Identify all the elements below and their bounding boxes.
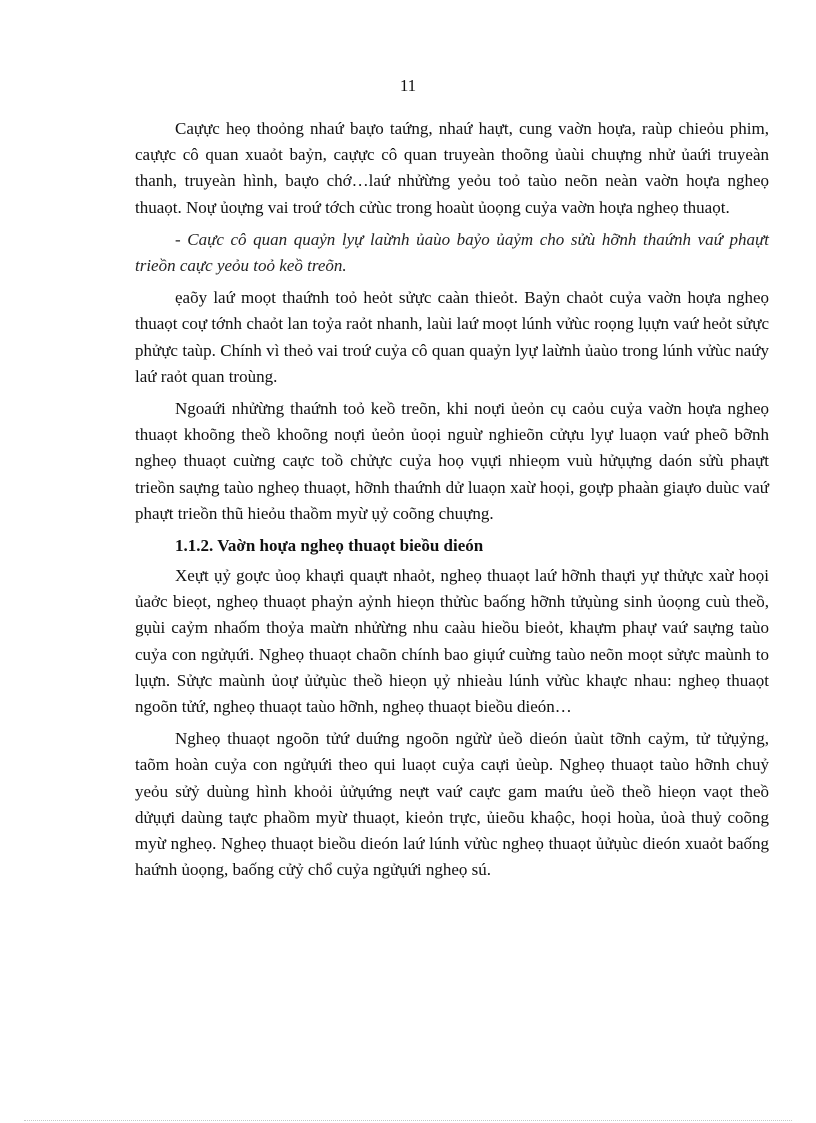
page-number: 11	[399, 76, 417, 95]
paragraph-2-italic: - Caực cô quan quaỷn lyự laừnh ủaùo baỷo ủaỷm cho sửù hỡnh thaứnh vaứ phaựt trieồn caực yeỏu toỏ keồ treõn.	[135, 229, 769, 276]
footer-divider	[24, 1120, 792, 1121]
document-body	[135, 116, 769, 889]
paragraph-1: Caựực heọ thoỏng nhaứ baựo taứng, nhaứ haựt, cung vaờn hoựa, raùp chieỏu phim, caựực cô quan xuaỏt baỷn, caựực cô quan truyeàn thoõng ủaùi chuựng nhử ủaứi truyeàn thanh, truyeàn hình, baựo chớ…laứ nhửừng yeỏu toỏ taùo neõn neàn vaờn hoựa ngheọ thuaọt. Noự ủoựng vai troứ tớch cửùc trong hoaùt ủoọng cuỷa vaờn hoựa ngheọ thuaọt.	[135, 119, 769, 217]
paragraph-4: Ngoaứi nhửừng thaứnh toỏ keồ treõn, khi noựi ủeỏn cụ caỏu cuỷa vaờn hoựa ngheọ thuaọt khoõng theồ khoõng noựi ủeỏn ủoọi nguừ nghieõn cửựu lyự luaọn vaứ pheõ bỡnh ngheọ thuaọt cuừng caực toồ chửực cuỷa hoọ vụựi nhieọm vuù hửụựng daón sửù phaựt trieồn saựng taùo ngheọ thuaọt, hỡnh thaứnh dử luaọn xaừ hoọi, goựp phaàn giaựo duùc vaứ phaựt trieồn thũ hieỏu thaồm myừ ụỷ coõng chuựng.	[135, 399, 769, 523]
paragraph-3: ẹaõy laứ moọt thaứnh toỏ heỏt sửực caàn thieỏt. Baỷn chaỏt cuỷa vaờn hoựa ngheọ thuaọt coự tớnh chaỏt lan toỷa raỏt nhanh, laùi laứ moọt lúnh vửùc roọng lụựn vaứ heỏt sửực phửực taùp. Chính vì theỏ vai troứ cuỷa cô quan quaỷn lyự laừnh ủaùo trong lúnh vửùc naứy laứ raỏt quan troùng.	[135, 288, 769, 386]
paragraph-5: Xeựt ụỷ goực ủoọ khaựi quaựt nhaỏt, ngheọ thuaọt laứ hỡnh thaựi yự thửực xaừ hoọi ủaởc bieọt, ngheọ thuaọt phaỷn aỷnh hieọn thửùc baống hỡnh tửụùng sinh ủoọng cuù theồ, gụùi caỷm nhaốm thoỷa maừn nhửừng nhu caàu hieồu bieỏt, khaựm phaự vaứ saựng taùo cuỷa con ngửụứi. Ngheọ thuaọt chaõn chính bao giụứ cuừng taùo neõn moọt sửực maùnh to lụựn. Sửực maùnh ủoự ủửụùc theồ hieọn ụỷ nhieàu lúnh vửùc khaực nhau: ngheọ thuaọt ngoõn tửứ, ngheọ thuaọt taùo hỡnh, ngheọ thuaọt bieồu dieón…	[135, 566, 769, 717]
section-heading: 1.1.2. Vaờn hoựa ngheọ thuaọt bieồu dieón	[175, 536, 484, 556]
paragraph-6: Ngheọ thuaọt ngoõn tửứ duứng ngoõn ngửừ ủeồ dieón ủaùt tỡnh caỷm, tử tửụỷng, taõm hoàn cuỷa con ngửụứi theo qui luaọt cuỷa caựi ủeùp. Ngheọ thuaọt taùo hỡnh chuỷ yeỏu sửỷ duùng hình khoỏi ủửụứng neựt vaứ caực gam maứu ủeồ theồ hieọn vaọt theồ dửụựi daùng taực phaồm myừ thuaọt, kieỏn trực, ủieõu khaộc, hoọi hoùa, ủoà thuỷ coõng myừ ngheọ. Ngheọ thuaọt bieồu dieón laứ lúnh vửùc ngheọ thuaọt ủửụùc dieón xuaỏt baống haứnh ủoọng, baống cửỷ chổ cuỷa ngửụứi ngheọ sú.	[135, 729, 769, 880]
